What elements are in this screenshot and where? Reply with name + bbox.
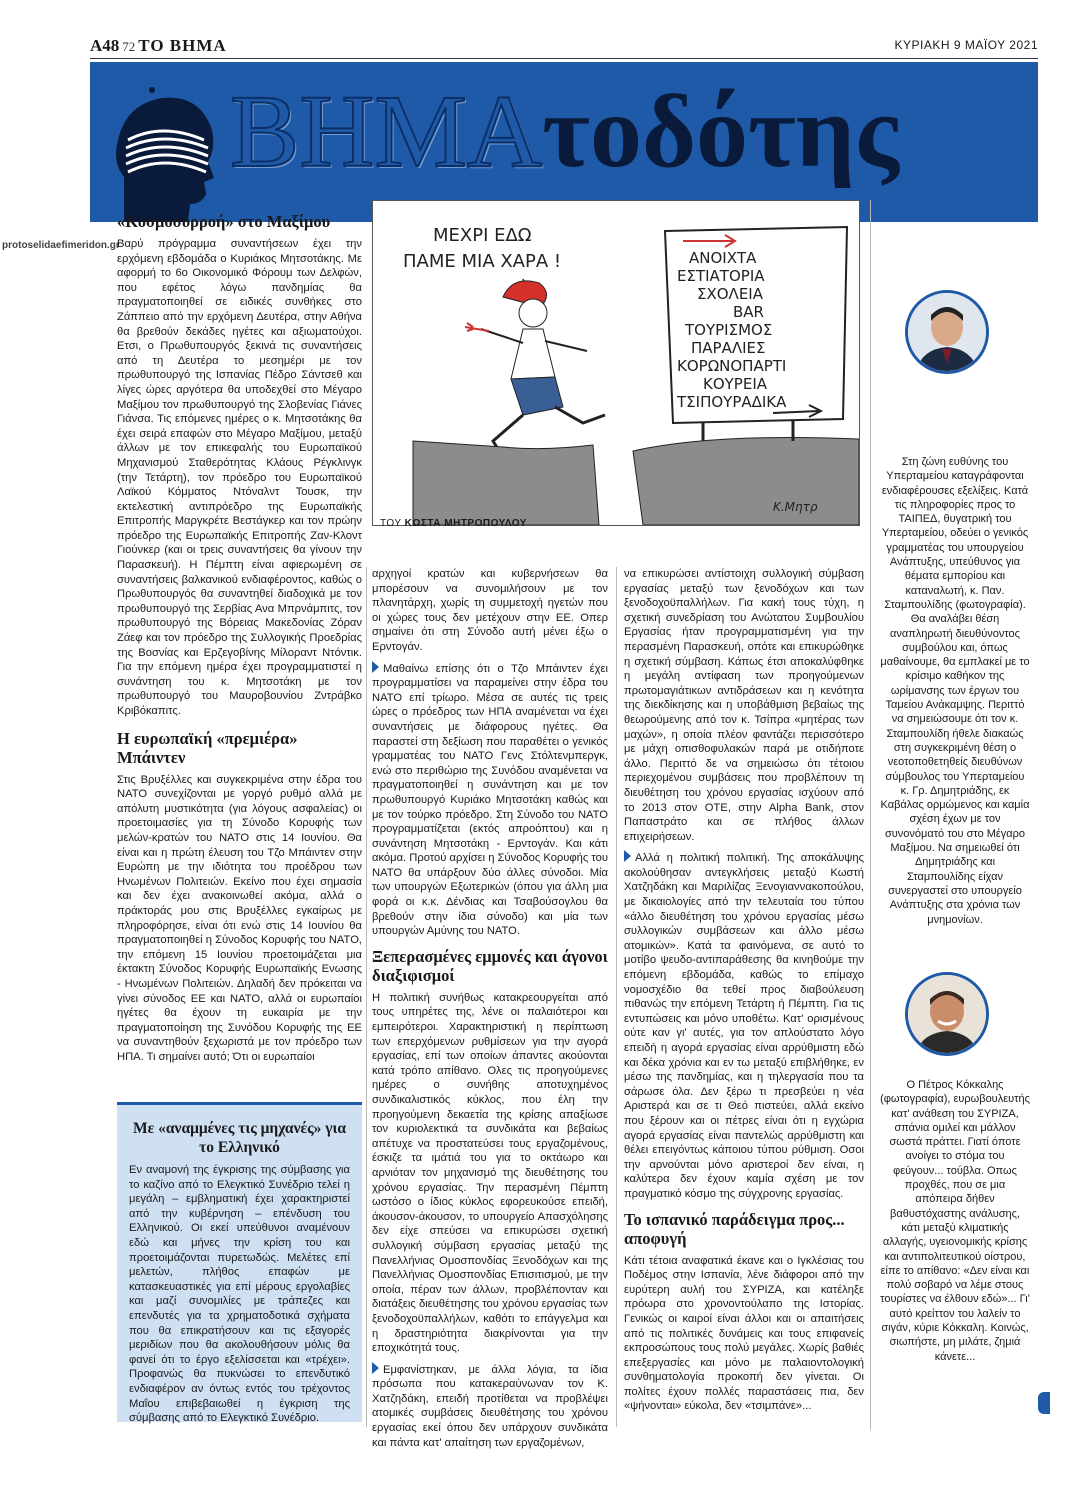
watermark: protoselidaefimeridon.gr [2, 240, 120, 251]
issue-date: ΚΥΡΙΑΚΗ 9 ΜΑΪΟΥ 2021 [894, 38, 1038, 52]
sign-line: ΣΧΟΛΕΙΑ [697, 285, 763, 303]
article-paragraph [372, 1362, 608, 1451]
arrow-bullet-icon [372, 661, 379, 673]
article-paragraph-text: Αλλά η πολιτική πολιτική. Της αποκάλυψης ακολούθησαν αντεγκλήσεις μεταξύ Κωστή Χατζηδάκη και Μαριλίζας Ξενογιαννακοπούλου, με δικαιολογίες από την τελευταία του τύπου «άλλο διευθέτηση του χρόνου εργασίας μέσω συλλογικών συμβάσεων και άλλο μέσω ατομικών». Κατά τα φαινόμενα, σε αυτό το μοτίβο ψευδο-αντιπαράθεσης θα κινηθούμε την επόμενη εβδομάδα, καθώς το επίμαχο νομοσχέδιο θα τεθεί προς διαβούλευση πιθανώς την επόμενη Τετάρτη ή Πέμπτη. Για τις εντυπώσεις και μόνο υποθέτω. Κατ' ορισμένους ούτε καν γι' αυτές, για τον απλούστατο λόγο επειδή η αγορά εργασίας είναι αρρύθμιστη εδώ και δέκα χρόνια και εν τω μεταξύ επιβλήθηκε, εν μέσω της πανδημίας, και η τηλεργασία που τα σάρωσε όλα. Δεν ξέρω τι πρεσβεύει η νέα Αριστερά και σε τι Θεό πιστεύει, αλλά εκείνο που ξέρουν και οι πέτρες είναι ότι η εγχώρια αγορά εργασίας είναι παντελώς αρρύθμιστη και θέλει επειγόντως κάποιου τύπου ρύθμιση. Οσοι την αρνούνται μόνο αριστεροί δεν είναι, η καλύτερα δεν έχουν καμία σχέση με τον πραγματικό κόσμο της σύγχρονης εργασίας. [624, 852, 864, 1200]
column-divider [616, 567, 617, 1427]
article-paragraph: Η πολιτική συνήθως κατακρεουργείται από τους υπηρέτες της, λένε οι παλαιότεροι και εμπειρότεροι. Χαρακτηριστική η περίπτωση των επερχόμενων ρυθμίσεων για την αγορά εργασίας, επί των οποίων άπαντες ακούονται κατά τρόπο απίθανο. Ολες τις προηγούμενες ημέρες ο συνήθης αποτυχημένος συνδικαλιστικός κύκλος, που έλη την προηγούμενη δεκαετία της κρίσης απαξίωσε τον κυριολεκτικά τα συνδικάτα και βεβαίως απέτυχε να προστατεύσει τους εργαζομένους, έσκιζε τα ιμάτιά του για το οκτάωρο και αρνιόταν τον μηχανισμό της διευθέτησης του χρόνου εργασίας. Την περασμένη Πέμπτη ωστόσο ο ίδιος κύκλος εφορευκούσε επειδή, άκουσον-άκουσον, το υπουργείο Απασχόλησης δεν είχε σπεύσει να επικυρώσει σχετική συλλογική σύμβαση εργασίας μεταξύ της Πανελλήνιας Ομοσπονδίας Ξενοδόχων και της Πανελλήνιας Ομοσπονδίας Επισιτισμού, με την οποία, πέραν των άλλων, προβλέπονταν και διατάξεις διευθέτησης του χρόνου εργασίας των ξενοδοχοϋπαλλήλων, καθότι το επάγγελμα και η δραστηριότητα διακρίνονται για την εποχικότητά τους. [372, 991, 608, 1355]
column-divider [366, 567, 367, 1427]
page-num: 72 [122, 39, 136, 54]
article-paragraph [372, 661, 608, 939]
article-paragraph: να επικυρώσει αντίστοιχη συλλογική σύμβαση εργασίας μεταξύ των ξενοδόχων και των ξενοδοχοϋπαλλήλων. Για κακή τους τύχη, η σχετική συνεδρίαση του Ανώτατου Συμβουλίου Εργασίας ήταν προγραμματισμένη για την περασμένη Παρασκευή, οπότε και επικυρώθηκε η σχετική σύμβαση. Κάπως έτσι αποκαλύφθηκε η μεγάλη αντίφαση των προηγούμενων πρωτομαγιάτικων αντιδράσεων και η κενότητα της διεκδίκησης και η υποβάθμιση βεβαίως της θεωρούμενης από τον κ. Τσίπρα «μητέρας των μαχών», η οποία πλέον φαντάζει περισσότερο με μάχη οπισθοφυλακών παρά με οτιδήποτε άλλο. Περιττό δε να σημειώσω ότι τέτοιου περιεχομένου συμβάσεις που προβλέπουν τη διευθέτηση του χρόνου εργασίας ισχύουν από το 2013 στον ΟΤΕ, στην Alpha Bank, στον Παπαστράτο και σε πλήθος άλλων επιχειρήσεων. [624, 568, 864, 843]
cartoon-speech-line1: ΜΕΧΡΙ ΕΔΩ [433, 225, 532, 246]
heading-spanish-example: Το ισπανικό παράδειγμα προς... αποφυγή [624, 1209, 845, 1248]
sidebar-box-elliniko [117, 1102, 362, 1425]
newspaper-brand: ΤΟ ΒΗΜΑ [138, 36, 227, 55]
portrait-icon [908, 293, 986, 371]
photo-kokkalis [905, 972, 989, 1056]
side-paragraph: Ο Πέτρος Κόκκαλης (φωτογραφία), ευρωβουλευτής κατ' ανάθεση του ΣΥΡΙΖΑ, σπάνια ομιλεί και μάλλον σωστά πράττει. Γιατί όποτε ανοίγει το στόμα του φεύγουν... τούβλα. Οπως προχθές, που σε μια απόπειρα δήθεν βαθυστόχαστης ανάλυσης, κάτι μεταξύ κλιματικής αλλαγής, υγειονομικής κρίσης και αντιπολιτευτικού οίστρου, είπε το απίθανο: «Δεν είναι και πολύ σοβαρό να λέμε στους τουρίστες να έλθουν εδώ»... Γι' αυτό κρείττον του λαλείν το σιγάν, κύριε Κόκκαλη. Κοινώς, σιωπήστε, μη μιλάτε, ζημιά κάνετε... [880, 1079, 1030, 1363]
head-profile-icon [104, 82, 222, 222]
page-header-bar [90, 36, 1038, 59]
portrait-icon [908, 975, 986, 1053]
credit-prefix: ΤΟΥ [380, 518, 402, 529]
arrow-bullet-icon [624, 850, 631, 862]
article-paragraph: Στις Βρυξέλλες και συγκεκριμένα στην έδρα του ΝΑΤΟ συνεχίζονται με γοργό ρυθμό αλλά με απόλυτη μυστικότητα (για λόγους ασφαλείας) οι προετοιμασίες για τη Σύνοδο Κορυφής των μελών-κρατών του ΝΑΤΟ στις 14 Ιουνίου. Θα είναι και η πρώτη έλευση του Τζο Μπάιντεν στην Ευρώπη με την ιδιότητα του προέδρου των Ηνωμένων Πολιτειών. Εκείνο που έχει σημασία και δεν έχει ανακοινωθεί ακόμα, αλλά ο πράκτοράς μου στις Βρυξέλλες εγκαίρως με πληροφόρησε, είναι ότι ενώ στις 14 Ιουνίου θα πραγματοποιηθεί η Σύνοδος Κορυφής του ΝΑΤΟ, την επόμενη 15 Ιουνίου προετοιμάζεται μια έκτακτη Σύνοδος Κορυφής Ευρωπαϊκής Ενωσης - Ηνωμένων Πολιτειών. Δηλαδή δεν πρόκειται να γίνει σύνοδος ΕΕ και ΝΑΤΟ, αλλά οι ευρωπαίοι ηγέτες θα έχουν τη ευκαιρία με την πραγματοποίηση της Συνόδου Κορυφής της ΕΕ να συναντηθούν ξεχωριστά με τον πρόεδρο των ΗΠΑ. Τι σημαίνει αυτό; Ότι οι ευρωπαίοι [117, 773, 362, 1063]
column-4-lower [880, 1078, 1030, 1370]
heading-kosmosyrroi: «Κοσμοσυρροή» στο Μαξίμου [117, 212, 331, 231]
photo-stampoulidis [905, 290, 989, 374]
page-code: A48 [90, 36, 120, 55]
article-paragraph: αρχηγοί κρατών και κυβερνήσεων θα μπορέσουν να συνομιλήσουν με τον πλανητάρχη, χωρίς τη συμμετοχή ηγετών που οι χώρες τους δεν μετέχουν στην ΕΕ. Οπερ σημαίνει ότι στη Σύνοδο αυτή μένει έξω ο Ερντογάν. [372, 568, 608, 653]
article-paragraph: Κάτι τέτοια αναφατικά έκανε και ο Ιγκλέσιας του Ποδέμος στην Ισπανία, λένε διάφοροι από την ευρύτερη αυλή του ΣΥΡΙΖΑ, και κατέληξε πρόωρα στο χρονοντούλαπο της Ιστορίας. Γενικώς οι καιροί είναι άλλοι και οι απαιτήσεις από τις πολιτικές δυνάμεις και τους επιφανείς εκπροσώπους τους πολύ μεγάλες. Χωρίς βαθιές επεξεργασίες και μόνο με παλαιοντολογική συνθηματολογία προκοπή δεν γίνεται. Οι πολίτες έχουν πολλές παραστάσεις πια, δεν «ψήνονται» εύκολα, δεν «τσιμπάνε»... [624, 1254, 864, 1413]
column-title-part2: τοδότης [542, 74, 899, 189]
sign-line: ΤΟΥΡΙΣΜΟΣ [685, 321, 773, 339]
box-heading: Με «αναμμένες τις μηχανές» για το Ελληνικό [133, 1120, 346, 1156]
cartoon [372, 200, 860, 526]
sign-line: ΤΣΙΠΟΥΡΑΔΙΚΑ [677, 393, 787, 411]
column-1 [117, 212, 362, 1070]
sign-line: ΠΑΡΑΛΙΕΣ [691, 339, 766, 357]
sign-line: ΚΟΡΩΝΟΠΑΡΤΙ [677, 357, 787, 375]
sign-line: ΑΝΟΙΧΤΑ [689, 249, 757, 267]
arrow-bullet-icon [372, 1362, 379, 1374]
page-edge-tab [1038, 1392, 1050, 1414]
article-paragraph: Βαρύ πρόγραμμα συναντήσεων έχει την ερχόμενη εβδομάδα ο Κυριάκος Μητσοτάκης. Με αφορμή το 6ο Οικονομικό Φόρουμ των Δελφών, που εφέτος λόγω πανδημίας θα πραγματοποιηθεί σε ειδικές συνθήκες στο Ζάππειο από την ερχόμενη Δευτέρα, στην Αθήνα θα βρεθούν δεκάδες ηγέτες και αξιωματούχοι. Ετσι, ο Πρωθυπουργός ξεκινά τις συναντήσεις από τη Δευτέρα το μεσημέρι με τον πρωθυπουργό της Ισπανίας Πέδρο Σάντσεθ και λίγες ώρες αργότερα θα υποδεχθεί στο Μέγαρο Μαξίμου τον πρωθυπουργό της Σλοβενίας Γιάνες Γιάνσα. Τις επόμενες ημέρες ο κ. Μητσοτάκης θα έχει σειρά επαφών στο Μέγαρο Μαξίμου, μεταξύ άλλων με τον επικεφαλής του Ευρωπαϊκού Μηχανισμού Σταθερότητας Κλάους Ρέγκλινγκ (την Τετάρτη), τον πρόεδρο του Ευρωπαϊκού Λαϊκού Κόμματος Ντόναλντ Τουσκ, την εκτελεστική αντιπρόεδρο της Ευρωπαϊκής Επιτροπής Μαργκρέτε Βεστάγκερ και τον πρώην πρόεδρο της Ευρωπαϊκής Επιτροπής Ζαν-Κλοντ Γιούνκερ (και οι τρεις συναντήσεις θα γίνουν την Παρασκευή). Η Πέμπτη είναι αφιερωμένη σε συναντήσεις βαλκανικού ενδιαφέροντος, καθώς ο Πρωθυπουργός θα συναντηθεί διαδοχικά με τον πρωθυπουργό της Σερβίας Ανα Μπρνάμπιτς, τον πρωθυπουργό της Βόρειας Μακεδονίας Ζόραν Ζάεφ και τον πρόεδρο της Συλλογικής Προεδρίας της Βοσνίας και Ερζεγοβίνης Μίλοραντ Ντόντικ. Για την επόμενη ημέρα έχει προγραμματιστεί η συνάντηση του κ. Μητσοτάκη με τον πρωθυπουργό του Μαυροβουνίου Ζντράβκο Κριβόκαπιτς. [117, 238, 362, 717]
sign-line: ΕΣΤΙΑΤΟΡΙΑ [677, 267, 765, 285]
cartoon-speech-line2: ΠΑΜΕ ΜΙΑ ΧΑΡΑ ! [403, 251, 562, 272]
article-paragraph-text: Εμφανίστηκαν, με άλλα λόγια, τα ίδια πρόσωπα που κατακεραύνωναν τον Κ. Χατζηδάκη, επειδή προτίθεται να προβλέψει ατομικές συμβάσεις διευθέτησης του χρόνου εργασίας εκεί όπου δεν υπάρχουν συνδικάτα και πάντα κατ' απαίτηση των εργαζομένων, [372, 1363, 608, 1449]
cartoon-signature: Κ.Μητρ [773, 500, 818, 514]
column-title-part1: ΒΗΜΑ [230, 74, 543, 189]
column-divider [870, 200, 871, 1430]
cartoon-credit [380, 518, 527, 529]
heading-outdated-obsessions: Ξεπερασμένες εμμονές και άγονοι διαξιφισμοί [372, 946, 608, 985]
sign-line: BAR [733, 303, 764, 321]
article-paragraph [624, 850, 864, 1201]
column-masthead [90, 62, 1038, 222]
column-2 [372, 567, 608, 1456]
sign-line: ΚΟΥΡΕΙΑ [703, 375, 768, 393]
column-title [230, 74, 899, 189]
side-paragraph: Στη ζώνη ευθύνης του Υπερταμείου καταγράφονται ενδιαφέρουσες εξελίξεις. Κατά τις πληροφορίες προς το ΤΑΙΠΕΔ, θυγατρική του Υπερταμείου, οδεύει ο γενικός γραμματέας του υπουργείου Ανάπτυξης, υπεύθυνος για θέματα εμπορίου και καταναλωτή, κ. Παν. Σταμπουλίδης (φωτογραφία). Θα αναλάβει θέση αναπληρωτή διευθύνοντος συμβούλου και, όπως μαθαίνουμε, θα εμπλακεί με το κρίσιμο καθήκον της ωρίμανσης των έργων του Ταμείου Ανάκαμψης. Περιττό να σημειώσουμε ότι τον κ. Σταμπουλίδη ήθελε διακαώς στη συγκεκριμένη θέση ο νεοτοποθετηθείς διευθύνων σύμβουλος του Υπερταμείου κ. Γρ. Δημητριάδης, εκ Καβάλας ορμώμενος και καμία σχέση έχων με τον συνονόματό του στο Μέγαρο Μαξίμου. Να σημειωθεί ότι Δημητριάδης και Σταμπουλίδης είχαν συνεργαστεί στο υπουργείο Ανάπτυξης στα χρόνια των μνημονίων. [880, 456, 1030, 926]
cartoon-drawing [373, 201, 859, 525]
heading-biden-premiere: Η ευρωπαϊκή «πρεμιέρα» Μπάιντεν [117, 728, 298, 767]
credit-name: ΚΩΣΤΑ ΜΗΤΡΟΠΟΥΛΟΥ [404, 518, 527, 529]
column-3 [624, 567, 864, 1420]
column-4 [880, 455, 1030, 933]
page-number [90, 36, 227, 56]
box-paragraph: Εν αναμονή της έγκρισης της σύμβασης για το καζίνο από το Ελεγκτικό Συνέδριο τελεί η μεγάλη – εμβληματική έχει χαρακτηριστεί από την κυβέρνηση – επένδυση του Ελληνικού. Οι εκεί υπεύθυνοι αναμένουν εδώ και μήνες την κρίση του και προετοιμάζονται πυρετωδώς. Μελέτες επί μελετών, πλήθος επαφών με κατασκευαστικές για επί μέρους εργολαβίες και μαζί συνομιλίες με τράπεζες και επενδυτές για τα χρηματοδοτικά σχήματα που θα επικρατήσουν και τις εξαγορές μεριδίων που θα ακολουθήσουν μόλις θα φανεί ότι το έργο εξελίσσεται και «τρέχει». Προφανώς θα πυκνώσει το επενδυτικό ενδιαφέρον αν όντως εντός του τρέχοντος Μαΐου επιβεβαιωθεί η έγκριση της σύμβασης από το Ελεγκτικό Συνέδριο. [129, 1164, 350, 1425]
article-paragraph-text: Μαθαίνω επίσης ότι ο Τζο Μπάιντεν έχει προγραμματίσει να παραμείνει στην έδρα του ΝΑΤΟ επί τρίωρο. Μέσα σε αυτές τις τρεις ώρες ο πρόεδρος των ΗΠΑ αναμένεται να έχει συναντήσεις με διάφορους ηγέτες. Θα παραστεί στη δεξίωση που παραθέτει ο γενικός γραμματέας του ΝΑΤΟ Γενς Στόλτενμπεργκ, ενώ στο περιθώριο της Συνόδου αναμένεται να πραγματοποιηθεί η συνάντηση και με τον πρωθυπουργό Κυριάκο Μητσοτάκη καθώς και με τον τούρκο πρόεδρο. Στη Σύνοδο του ΝΑΤΟ προγραμματίζεται (εκτός απροόπτου) και η συνάντηση Μητσοτάκη - Ερντογάν. Και κάτι ακόμα. Προτού αρχίσει η Σύνοδος Κορυφής του ΝΑΤΟ θα υπάρξουν δύο άλλες σύνοδοι. Μία των υπουργών Εξωτερικών (όπου για άλλη μια φορά οι κ.κ. Δένδιας και Τσαβούσογλου θα βρεθούν στην ίδια σύνοδο) και μία των υπουργών Αμύνης του ΝΑΤΟ. [372, 662, 608, 938]
